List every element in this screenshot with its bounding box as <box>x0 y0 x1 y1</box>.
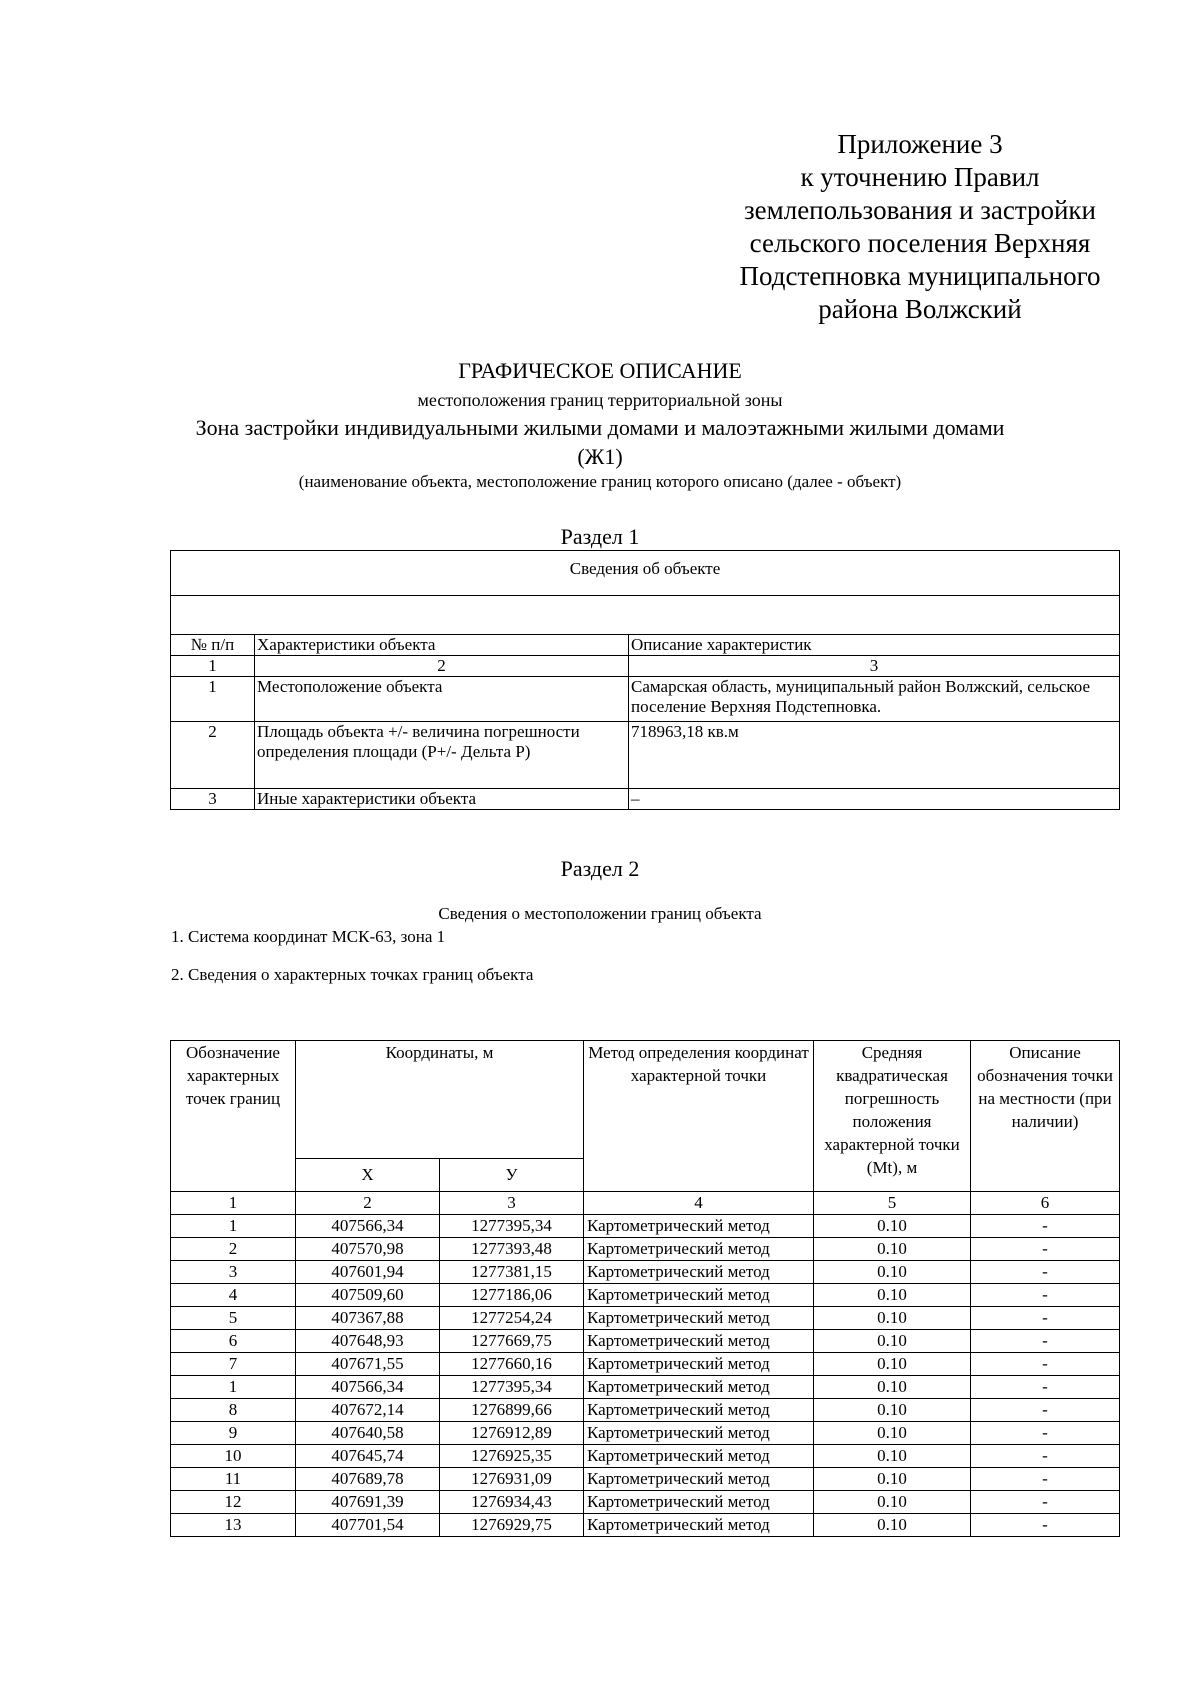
coord-y: 1277660,16 <box>440 1353 584 1376</box>
header-method: Метод определения координат характерной точки <box>584 1041 814 1192</box>
table-row <box>171 1376 1120 1399</box>
point-id: 3 <box>171 1261 296 1284</box>
point-id: 9 <box>171 1422 296 1445</box>
zone-code: (Ж1) <box>577 444 623 469</box>
coordinate-system: 1. Система координат МСК-63, зона 1 <box>171 927 446 946</box>
description-cell: - <box>971 1445 1120 1468</box>
header-point: Обозначение характерных точек границ <box>171 1041 296 1192</box>
method-cell: Картометрический метод <box>584 1376 814 1399</box>
error-cell: 0.10 <box>814 1376 971 1399</box>
description-cell: - <box>971 1491 1120 1514</box>
table-row <box>171 1307 1120 1330</box>
description-cell: - <box>971 1238 1120 1261</box>
method-cell: Картометрический метод <box>584 1468 814 1491</box>
row-value: – <box>629 789 1120 810</box>
point-id: 8 <box>171 1399 296 1422</box>
appendix-line: к уточнению Правил <box>800 162 1040 192</box>
coord-y: 1277186,06 <box>440 1284 584 1307</box>
method-cell: Картометрический метод <box>584 1399 814 1422</box>
method-cell: Картометрический метод <box>584 1353 814 1376</box>
column-number-row <box>171 1192 1120 1215</box>
method-cell: Картометрический метод <box>584 1307 814 1330</box>
method-cell: Картометрический метод <box>584 1215 814 1238</box>
row-name: Площадь объекта +/- величина погрешности определения площади (Р+/- Дельта Р) <box>255 722 629 789</box>
table-header-row <box>171 1041 1120 1159</box>
description-cell: - <box>971 1215 1120 1238</box>
description-cell: - <box>971 1468 1120 1491</box>
error-cell: 0.10 <box>814 1353 971 1376</box>
error-cell: 0.10 <box>814 1284 971 1307</box>
method-cell: Картометрический метод <box>584 1261 814 1284</box>
appendix-line: Подстепновка муниципального <box>739 261 1101 291</box>
coord-y: 1277381,15 <box>440 1261 584 1284</box>
header-error: Средняя квадратическая погрешность положения характерной точки (Mt), м <box>814 1041 971 1192</box>
column-number: 6 <box>971 1192 1120 1215</box>
method-cell: Картометрический метод <box>584 1238 814 1261</box>
table-row <box>171 677 1120 722</box>
point-id: 12 <box>171 1491 296 1514</box>
column-header: Характеристики объекта <box>255 635 629 656</box>
appendix-line: сельского поселения Верхняя <box>749 228 1091 258</box>
coord-y: 1276931,09 <box>440 1468 584 1491</box>
section1-title: Раздел 1 <box>560 524 640 549</box>
description-cell: - <box>971 1261 1120 1284</box>
error-cell: 0.10 <box>814 1330 971 1353</box>
section2-heading: Сведения о местоположении границ объекта <box>438 904 762 923</box>
row-value: 718963,18 кв.м <box>629 722 1120 789</box>
error-cell: 0.10 <box>814 1261 971 1284</box>
table-row <box>171 1491 1120 1514</box>
coord-y: 1276934,43 <box>440 1491 584 1514</box>
table-row <box>171 1468 1120 1491</box>
column-number: 3 <box>440 1192 584 1215</box>
coord-y: 1277395,34 <box>440 1376 584 1399</box>
coord-x: 407671,55 <box>296 1353 440 1376</box>
coord-y: 1277669,75 <box>440 1330 584 1353</box>
coord-x: 407367,88 <box>296 1307 440 1330</box>
row-name: Местоположение объекта <box>255 677 629 722</box>
error-cell: 0.10 <box>814 1445 971 1468</box>
coord-y: 1276899,66 <box>440 1399 584 1422</box>
error-cell: 0.10 <box>814 1307 971 1330</box>
header-description: Описание обозначения точки на местности (при наличии) <box>971 1041 1120 1192</box>
appendix-line: района Волжский <box>818 294 1022 324</box>
description-cell: - <box>971 1307 1120 1330</box>
column-number: 2 <box>255 656 629 677</box>
column-number: 3 <box>629 656 1120 677</box>
coord-y: 1277254,24 <box>440 1307 584 1330</box>
column-number: 4 <box>584 1192 814 1215</box>
table-row <box>171 722 1120 789</box>
column-header: Описание характеристик <box>629 635 1120 656</box>
coord-x: 407701,54 <box>296 1514 440 1537</box>
error-cell: 0.10 <box>814 1215 971 1238</box>
point-id: 11 <box>171 1468 296 1491</box>
point-id: 7 <box>171 1353 296 1376</box>
coord-x: 407640,58 <box>296 1422 440 1445</box>
section2-title: Раздел 2 <box>560 856 640 881</box>
table-row <box>171 1353 1120 1376</box>
method-cell: Картометрический метод <box>584 1330 814 1353</box>
error-cell: 0.10 <box>814 1399 971 1422</box>
table-row <box>171 1422 1120 1445</box>
point-id: 5 <box>171 1307 296 1330</box>
table-row <box>171 1330 1120 1353</box>
table-row <box>171 1284 1120 1307</box>
coord-y: 1277395,34 <box>440 1215 584 1238</box>
error-cell: 0.10 <box>814 1514 971 1537</box>
method-cell: Картометрический метод <box>584 1284 814 1307</box>
method-cell: Картометрический метод <box>584 1445 814 1468</box>
row-value: Самарская область, муниципальный район Волжский, сельское поселение Верхняя Подстепновка. <box>629 677 1120 722</box>
point-id: 13 <box>171 1514 296 1537</box>
error-cell: 0.10 <box>814 1468 971 1491</box>
coord-x: 407509,60 <box>296 1284 440 1307</box>
header-x: X <box>296 1158 440 1191</box>
coord-x: 407566,34 <box>296 1215 440 1238</box>
coord-x: 407689,78 <box>296 1468 440 1491</box>
coord-x: 407570,98 <box>296 1238 440 1261</box>
coord-x: 407645,74 <box>296 1445 440 1468</box>
error-cell: 0.10 <box>814 1491 971 1514</box>
boundary-points-table <box>170 1040 1120 1537</box>
point-id: 1 <box>171 1215 296 1238</box>
column-number: 5 <box>814 1192 971 1215</box>
object-info-table <box>170 550 1120 810</box>
zone-name: Зона застройки индивидуальными жилыми домами и малоэтажными жилыми домами <box>195 415 1005 440</box>
coord-y: 1276925,35 <box>440 1445 584 1468</box>
point-id: 6 <box>171 1330 296 1353</box>
coord-x: 407566,34 <box>296 1376 440 1399</box>
coord-y: 1277393,48 <box>440 1238 584 1261</box>
description-cell: - <box>971 1353 1120 1376</box>
point-id: 1 <box>171 1376 296 1399</box>
column-number-row <box>171 656 1120 677</box>
coord-x: 407601,94 <box>296 1261 440 1284</box>
points-heading: 2. Сведения о характерных точках границ объекта <box>171 965 534 984</box>
column-header: № п/п <box>171 635 255 656</box>
description-cell: - <box>971 1376 1120 1399</box>
description-cell: - <box>971 1514 1120 1537</box>
coord-y: 1276912,89 <box>440 1422 584 1445</box>
table-title-row <box>171 551 1120 596</box>
appendix-block <box>700 128 1140 326</box>
point-id: 2 <box>171 1238 296 1261</box>
coord-y: 1276929,75 <box>440 1514 584 1537</box>
table-row <box>171 1399 1120 1422</box>
column-number: 2 <box>296 1192 440 1215</box>
error-cell: 0.10 <box>814 1238 971 1261</box>
method-cell: Картометрический метод <box>584 1422 814 1445</box>
table-empty-row <box>171 596 1120 635</box>
column-number: 1 <box>171 656 255 677</box>
table-row <box>171 1445 1120 1468</box>
document-title: ГРАФИЧЕСКОЕ ОПИСАНИЕ <box>458 358 742 383</box>
description-cell: - <box>971 1284 1120 1307</box>
document-subtitle: местоположения границ территориальной зоны <box>417 390 783 410</box>
coord-x: 407648,93 <box>296 1330 440 1353</box>
appendix-line: Приложение 3 <box>837 129 1003 159</box>
table-row <box>171 1514 1120 1537</box>
description-cell: - <box>971 1330 1120 1353</box>
row-number: 1 <box>171 677 255 722</box>
table-header-row <box>171 635 1120 656</box>
row-name: Иные характеристики объекта <box>255 789 629 810</box>
header-y: У <box>440 1158 584 1191</box>
method-cell: Картометрический метод <box>584 1491 814 1514</box>
table-title: Сведения об объекте <box>171 551 1120 596</box>
object-note: (наименование объекта, местоположение границ которого описано (далее - объект) <box>298 472 902 491</box>
point-id: 10 <box>171 1445 296 1468</box>
table-row <box>171 1238 1120 1261</box>
row-number: 3 <box>171 789 255 810</box>
column-number: 1 <box>171 1192 296 1215</box>
table-row <box>171 1215 1120 1238</box>
point-id: 4 <box>171 1284 296 1307</box>
method-cell: Картометрический метод <box>584 1514 814 1537</box>
table-row <box>171 1261 1120 1284</box>
empty-cell <box>171 596 1120 635</box>
appendix-line: землепользования и застройки <box>743 195 1096 225</box>
description-cell: - <box>971 1422 1120 1445</box>
coord-x: 407672,14 <box>296 1399 440 1422</box>
row-number: 2 <box>171 722 255 789</box>
header-coordinates: Координаты, м <box>296 1041 584 1159</box>
table-row <box>171 789 1120 810</box>
error-cell: 0.10 <box>814 1422 971 1445</box>
description-cell: - <box>971 1399 1120 1422</box>
coord-x: 407691,39 <box>296 1491 440 1514</box>
